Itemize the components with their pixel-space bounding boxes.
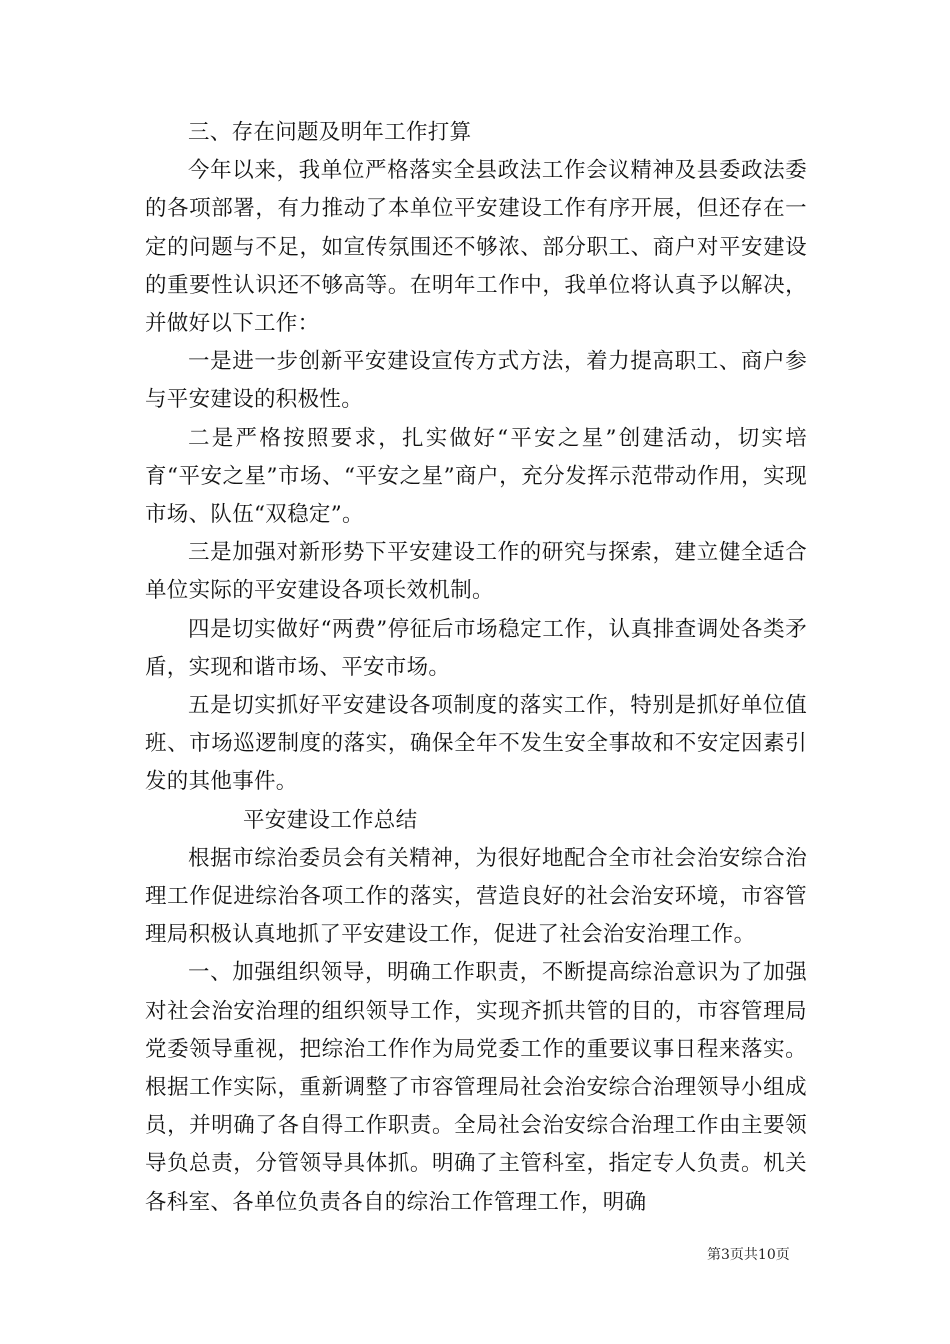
section-heading: 三、存在问题及明年工作打算 xyxy=(188,120,472,145)
paragraph-item-4: 四是切实做好“两费”停征后市场稳定工作，认真排查调处各类矛盾，实现和谐市场、平安市场。 xyxy=(145,616,807,680)
paragraph-item-5: 五是切实抓好平安建设各项制度的落实工作，特别是抓好单位值班、市场巡逻制度的落实，确保全年不发生安全事故和不安定因素引发的其他事件。 xyxy=(145,693,807,795)
page-number: 第3页共10页 xyxy=(707,1247,790,1263)
paragraph-item-2: 二是严格按照要求，扎实做好“平安之星”创建活动，切实培育“平安之星”市场、“平安之星”商户，充分发挥示范带动作用，实现市场、队伍“双稳定”。 xyxy=(145,425,807,528)
paragraph-summary-intro: 根据市综治委员会有关精神，为很好地配合全市社会治安综合治理工作促进综治各项工作的落实，营造良好的社会治安环境，市容管理局积极认真地抓了平安建设工作，促进了社会治安治理工作。 xyxy=(145,845,807,948)
document-body xyxy=(145,114,807,1222)
document-title: 平安建设工作总结 xyxy=(243,807,418,833)
paragraph-summary-section-1: 一、加强组织领导，明确工作职责，不断提高综治意识为了加强对社会治安治理的组织领导工作，实现齐抓共管的目的，市容管理局党委领导重视，把综治工作作为局党委工作的重要议事日程来落实。根据工作实际，重新调整了市容管理局社会治安综合治理领导小组成员，并明确了各自得工作职责。全局社会治安综合治理工作由主要领导负总责，分管领导具体抓。明确了主管科室，指定专人负责。机关各科室、各单位负责各自的综治工作管理工作，明确 xyxy=(145,960,807,1215)
paragraph-intro: 今年以来，我单位严格落实全县政法工作会议精神及县委政法委的各项部署，有力推动了本单位平安建设工作有序开展，但还存在一定的问题与不足，如宣传氛围还不够浓、部分职工、商户对平安建设的重要性认识还不够高等。在明年工作中，我单位将认真予以解决，并做好以下工作： xyxy=(145,158,807,337)
paragraph-item-3: 三是加强对新形势下平安建设工作的研究与探索，建立健全适合单位实际的平安建设各项长效机制。 xyxy=(145,540,807,604)
paragraph-item-1: 一是进一步创新平安建设宣传方式方法，着力提高职工、商户参与平安建设的积极性。 xyxy=(145,349,807,413)
